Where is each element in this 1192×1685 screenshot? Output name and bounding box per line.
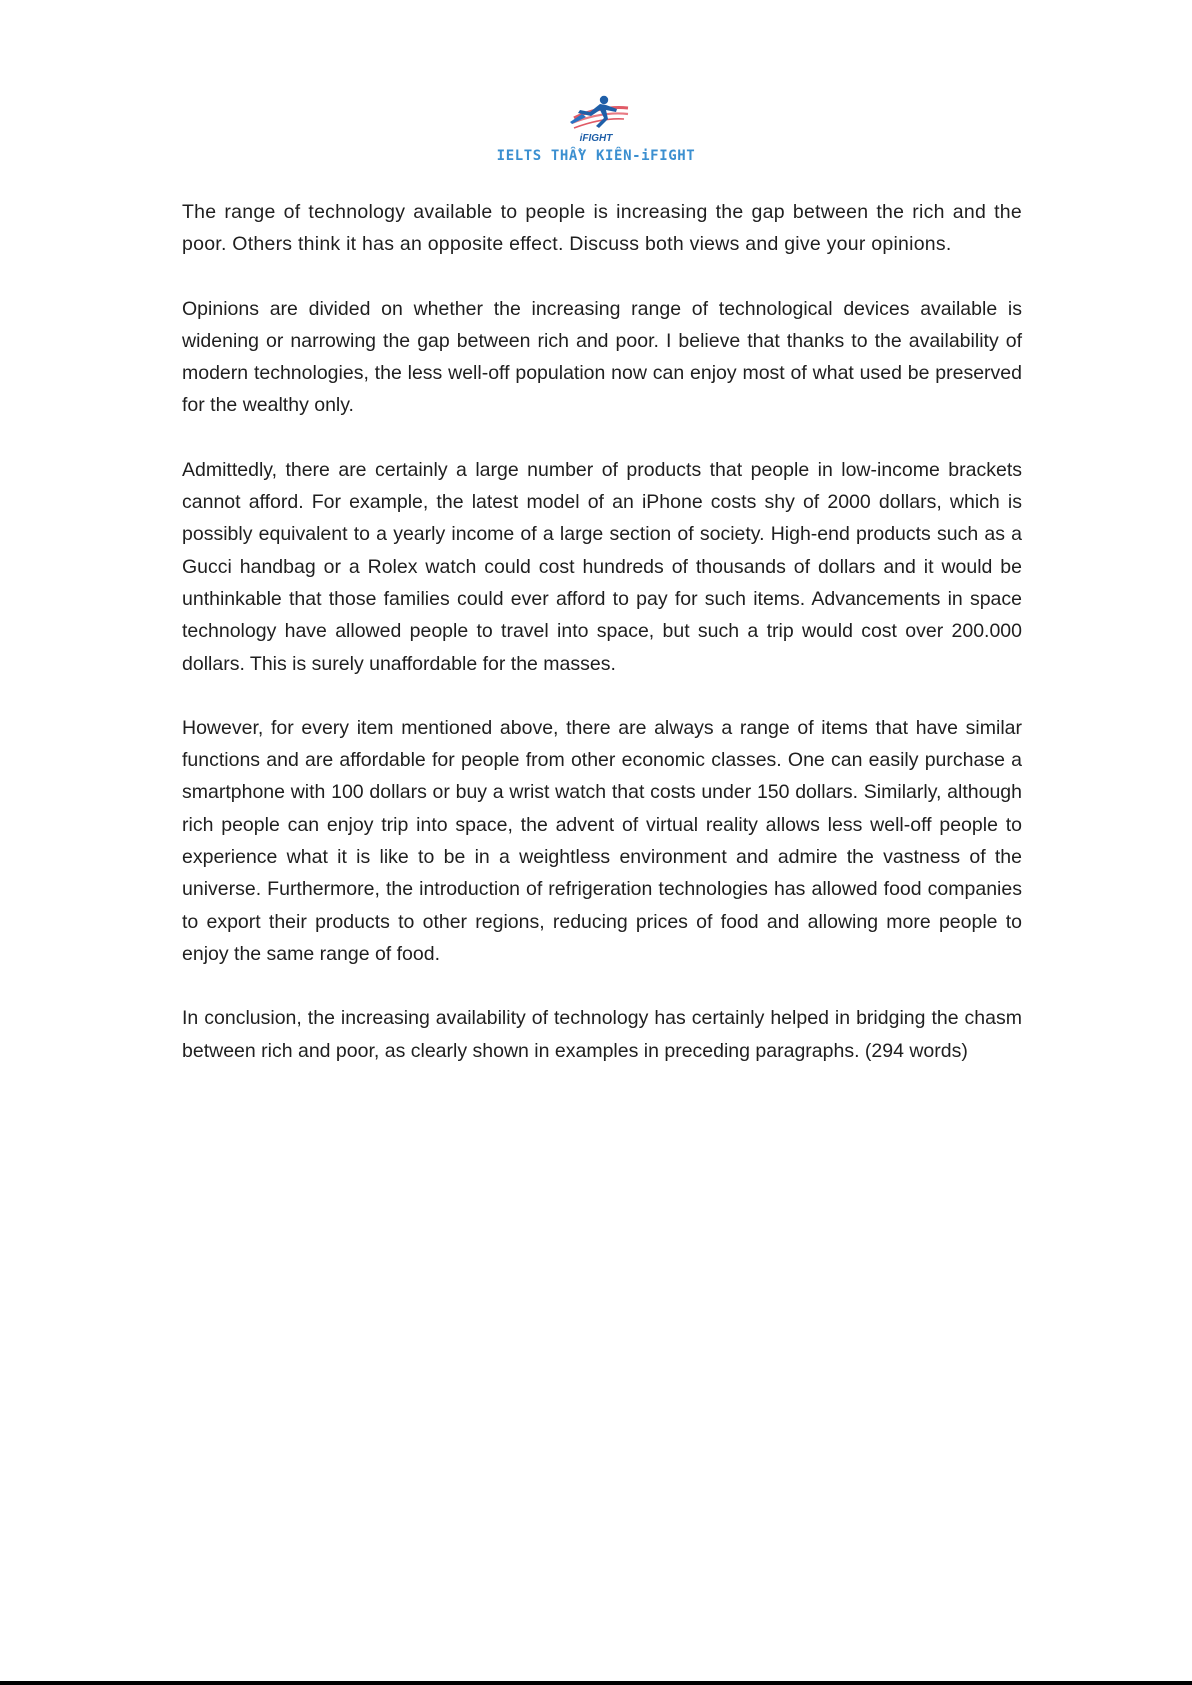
- essay-paragraph-body-1: Admittedly, there are certainly a large number of products that people in low-income brackets cannot afford. For example, the latest model of an iPhone costs shy of 2000 dollars, which is possibly equivalent to a yearly income of a large section of society. High-end products such as a Gucci handbag or a Rolex watch could cost hundreds of thousands of dollars and it would be unthinkable that those families could ever afford to pay for such items. Advancements in space technology have allowed people to travel into space, but such a trip would cost over 200.000 dollars. This is surely unaffordable for the masses.: [182, 458, 1022, 675]
- page-bottom-edge: [0, 1681, 1192, 1685]
- page-header: [0, 92, 1192, 164]
- brand-title: IELTS THẦY KIÊN-iFIGHT: [496, 148, 696, 164]
- essay-body: [182, 196, 1022, 1099]
- essay-paragraph-intro: Opinions are divided on whether the increasing range of technological devices available is widening or narrowing the gap between rich and poor. I believe that thanks to the availability of modern technologies, the less well-off population now can enjoy most of what used be preserved for the wealthy only.: [182, 297, 1022, 417]
- essay-paragraph-body-2: However, for every item mentioned above, there are always a range of items that have similar functions and are affordable for people from other economic classes. One can easily purchase a smartphone with 100 dollars or buy a wrist watch that costs under 150 dollars. Similarly, although rich people can enjoy trip into space, the advent of virtual reality allows less well-off people to experience what it is like to be in a weightless environment and admire the vastness of the universe. Furthermore, the introduction of refrigeration technologies has allowed food companies to export their products to other regions, reducing prices of food and allowing more people to enjoy the same range of food.: [182, 716, 1022, 965]
- essay-paragraph-conclusion: In conclusion, the increasing availability of technology has certainly helped in bridging the chasm between rich and poor, as clearly shown in examples in preceding paragraphs. (294 words): [182, 1007, 1022, 1062]
- logo-wordmark: iFIGHT: [579, 133, 613, 144]
- runner-logo-icon: [560, 92, 632, 144]
- essay-prompt: The range of technology available to people is increasing the gap between the rich and the poor. Others think it has an opposite effect. Discuss both views and give your opinions.: [182, 201, 1022, 256]
